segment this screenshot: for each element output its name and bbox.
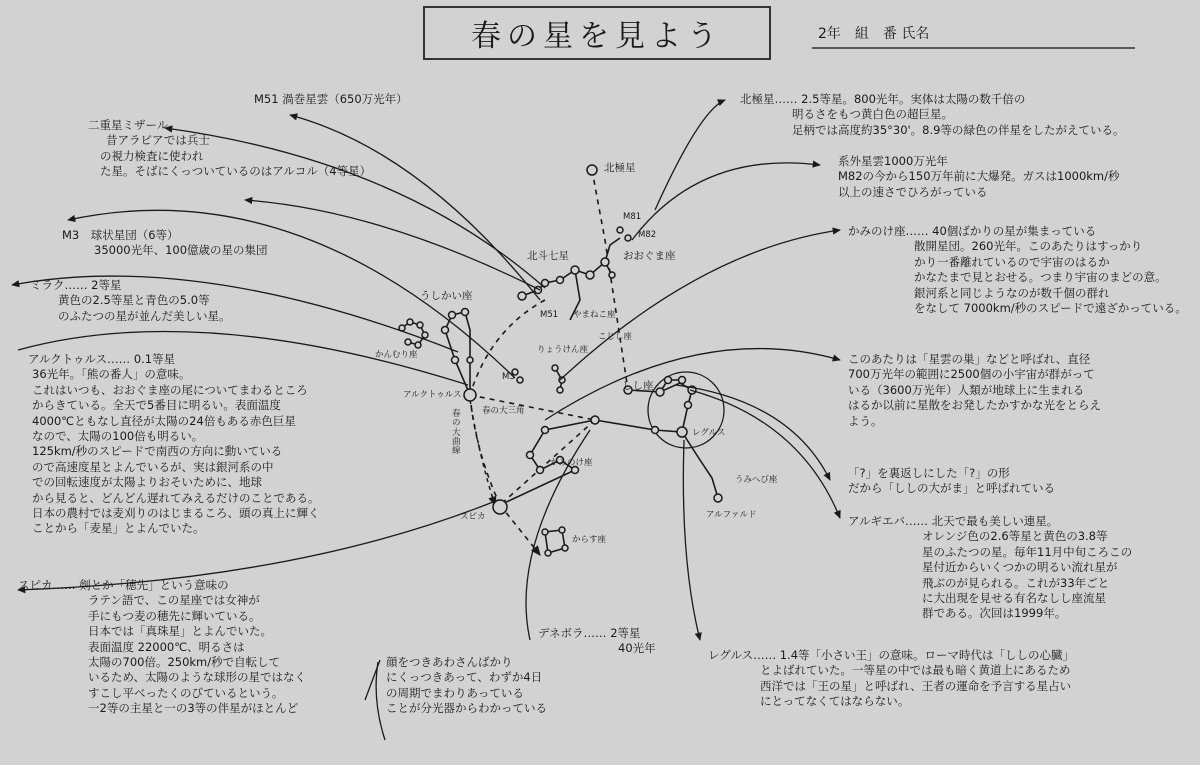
note-virgo: このあたりは「星雲の巣」などと呼ばれ、直径 700万光年の範囲に2500個の小宇宙が群がって いる（3600万光年）人類が地球上に生まれる はるか以前に星散をお発したかすかな光をとらえ よう。 xyxy=(848,352,1101,428)
label-m3: M3 xyxy=(502,372,515,382)
star-spica xyxy=(493,500,507,514)
leader-m82 xyxy=(632,163,820,240)
note-m3: M3 球状星団（6等） 35000光年、100億歳の星の集団 xyxy=(62,228,268,258)
leader-coma xyxy=(560,230,840,380)
star xyxy=(679,377,686,384)
leader-mizar2 xyxy=(245,200,540,290)
leader-virgo xyxy=(545,349,840,420)
label-hydra: うみへび座 xyxy=(735,475,778,485)
page-title xyxy=(423,6,771,60)
leader-polaris xyxy=(655,100,725,210)
star xyxy=(601,258,609,266)
star xyxy=(652,427,659,434)
note-spica: スピカ…… 剣とか「穂先」という意味の ラテン語で、この星座では女神が 手にもつ麦の穂先に輝いている。 日本では「真珠星」とよんでいた。 表面温度 22000℃、明るさは 太陽の700倍。250km/秒で自転して いるため、太陽のような球形の星ではなく すこし平べったくのびているという。 一2等の主星と一の3等の伴星がほとんど xyxy=(18,578,307,716)
star xyxy=(517,377,523,383)
star xyxy=(407,319,413,325)
star-alphard xyxy=(714,494,722,502)
note-arcturus: アルクトゥルス…… 0.1等星 36光年。「熊の番人」の意味。 これはいつも、おおぐま座の尾についてまわるところ からきている。全天で5番目に明るい。表面温度 4000℃ともなし直径が太陽の24倍もある赤色巨星 なので、太陽の100倍も明るい。 125km/秒のスピードで南西の方向に動いている ので高速度星とよんでいるが、実は銀河系の中 での回転速度が太陽よりおそいために、地球 から見ると、どんどん遅れてみえるだけのことである。 日本の農村では麦刈りのはじまるころ、頭の真上に輝く ことから「麦星」とよんでいた。 xyxy=(28,352,320,536)
star xyxy=(557,387,563,393)
label-lynx: やまねこ座 xyxy=(573,310,616,320)
star xyxy=(665,377,672,384)
label-leo-minor: こじし座 xyxy=(598,332,633,342)
star xyxy=(417,322,423,328)
star xyxy=(557,277,564,284)
label-ursa-major: おおぐま座 xyxy=(623,250,676,262)
note-denebola: デネボラ…… 2等星 40光年 xyxy=(538,626,656,656)
star xyxy=(542,529,548,535)
label-arcturus: アルクトゥルス xyxy=(403,390,462,400)
note-polaris: 北極星…… 2.5等星。800光年。実体は太陽の数千倍の 明るさをもつ黄白色の超巨星。 足柄では高度約35°30'。8.9等の緑色の伴星をしたがえている。 xyxy=(740,92,1125,137)
label-bootes: うしかい座 xyxy=(420,290,473,302)
note-m51: M51 渦巻星雲（650万光年） xyxy=(254,92,408,106)
label-coma: かみのけ座 xyxy=(550,458,593,468)
star-denebola xyxy=(591,416,599,424)
note-coma: かみのけ座…… 40個ばかりの星が集まっている 散開星団。260光年。このあたりはすっかり かり一番離れているので宇宙のはるか かなたまで見とおせる。つまり宇宙のまどの意。 銀河系と同じようなのが数千個の群れ をなして 7000km/秒のスピードで遠ざかっている。 xyxy=(848,224,1187,316)
note-sickle: 「?」を裏返しにした「?」の形 だから「ししの大がま」と呼ばれている xyxy=(848,466,1055,496)
note-m82: 系外星雲1000万光年 M82の今から150万年前に大爆発。ガスは1000km/秒 以上の速さでひろがっている xyxy=(838,154,1120,199)
star xyxy=(542,427,549,434)
star-arcturus xyxy=(464,389,476,401)
label-m82: M82 xyxy=(638,230,657,240)
note-regulus: レグルス…… 1.4等「小さい王」の意味。ローマ時代は「ししの心臓」 とよばれていた。一等星の中では最も暗く黄道上にあるため 西洋では「王の星」と呼ばれ、王者の運命を予言する星占い にとってなくてはならない。 xyxy=(708,648,1075,709)
star xyxy=(586,271,594,279)
label-alphard: アルファルド xyxy=(706,510,757,520)
label-m81: M81 xyxy=(623,212,642,222)
kotsu-brace xyxy=(376,662,385,740)
label-curve: 春の大曲線 xyxy=(452,409,461,457)
label-regulus: レグルス xyxy=(692,428,726,438)
star xyxy=(452,357,459,364)
star xyxy=(442,327,449,334)
leader-regulus xyxy=(683,440,700,640)
spring-curve xyxy=(470,170,628,555)
label-corona: かんむり座 xyxy=(375,350,418,360)
star-polaris xyxy=(587,165,597,175)
star-m81 xyxy=(617,227,623,233)
note-mirak: ミラク…… 2等星 黄色の2.5等星と青色の5.0等 のふたつの星が並んだ美しい星。 xyxy=(30,278,231,323)
star xyxy=(562,545,568,551)
star xyxy=(545,550,551,556)
star xyxy=(571,266,579,274)
star-regulus xyxy=(677,427,687,437)
label-hokuto: 北斗七星 xyxy=(527,250,569,262)
star xyxy=(415,342,421,348)
label-corvus: からす座 xyxy=(572,535,607,545)
title-text: 春の星を見よう xyxy=(471,19,723,54)
label-spica: スピカ xyxy=(460,512,486,522)
note-kotsu: 顔をつきあわさんばかり にくっつきあって、わずか4日 の周期でまわりあっている ことが分光器からわかっている xyxy=(386,655,547,716)
name-line: 2年 組 番 氏名 xyxy=(818,26,930,42)
star xyxy=(449,312,456,319)
star xyxy=(467,357,473,363)
star xyxy=(422,332,428,338)
star xyxy=(462,309,469,316)
note-mizar: 二重星ミザール 昔アラビアでは兵士 の視力検査に使われ た星。そばにくっついているのはアルコル（4等星） xyxy=(88,118,372,179)
star xyxy=(405,339,411,345)
star xyxy=(609,272,615,278)
note-algieba: アルギエバ…… 北天で最も美しい連星。 オレンジ色の2.6等星と黄色の3.8等 星のふたつの星。毎年11月中旬ころこの 星付近からいくつかの明るい流れ星が 飛ぶのが見られる。これが33年ごと に大出現を見せる有名なしし座流星 群である。次回は1999年。 xyxy=(848,514,1133,621)
label-leo: しし座 xyxy=(622,380,654,392)
label-triangle: 春の大三角 xyxy=(482,406,525,416)
star xyxy=(527,452,534,459)
label-polaris: 北極星 xyxy=(604,162,636,174)
star xyxy=(552,365,558,371)
star xyxy=(537,467,544,474)
star xyxy=(559,527,565,533)
star-m82 xyxy=(625,235,631,241)
star xyxy=(518,292,526,300)
leader-algieba xyxy=(690,390,840,518)
label-canes: りょうけん座 xyxy=(537,345,589,355)
star xyxy=(656,388,664,396)
star xyxy=(685,402,692,409)
label-m51: M51 xyxy=(540,310,559,320)
